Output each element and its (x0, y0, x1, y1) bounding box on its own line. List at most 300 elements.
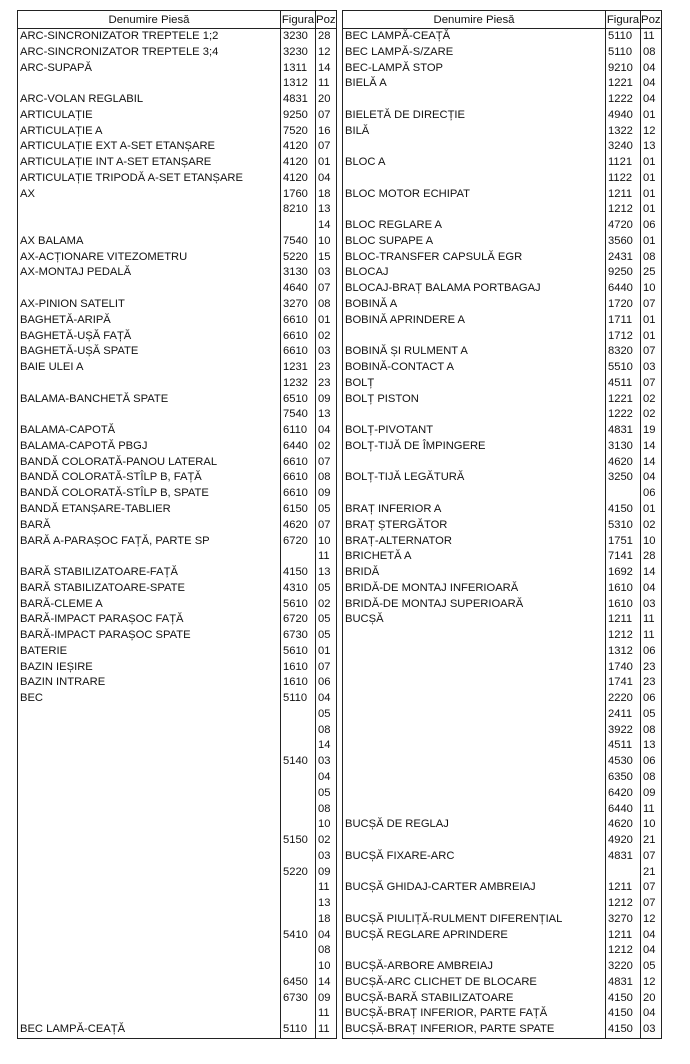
figura-number: 6720 (281, 534, 316, 550)
figura-number: 6510 (281, 392, 316, 408)
table-row (343, 470, 662, 486)
poz-number: 13 (316, 407, 337, 423)
part-name: BUCȘĂ PIULIȚĂ-RULMENT DIFERENȚIAL (343, 912, 606, 928)
figura-number: 6440 (606, 802, 641, 818)
part-name: BILĂ (343, 124, 606, 140)
table-row (343, 376, 662, 392)
table-row (18, 628, 337, 644)
poz-number: 02 (641, 392, 662, 408)
poz-number: 08 (316, 802, 337, 818)
part-name: BANDĂ COLORATĂ-PANOU LATERAL (18, 455, 281, 471)
part-name: BRAȚ-ALTERNATOR (343, 534, 606, 550)
part-name (18, 770, 281, 786)
poz-number: 05 (641, 959, 662, 975)
figura-number: 4620 (606, 817, 641, 833)
table-row (18, 360, 337, 376)
table-row (18, 45, 337, 61)
poz-number: 07 (316, 518, 337, 534)
poz-number: 08 (316, 723, 337, 739)
figura-number: 4120 (281, 139, 316, 155)
part-name (18, 407, 281, 423)
part-name: BUCȘĂ (343, 612, 606, 628)
table-row (343, 344, 662, 360)
table-row (18, 202, 337, 218)
table-row (18, 612, 337, 628)
poz-number: 12 (641, 124, 662, 140)
figura-number: 3130 (281, 265, 316, 281)
figura-number: 5110 (281, 1022, 316, 1038)
part-name: BLOC SUPAPE A (343, 234, 606, 250)
table-row (18, 92, 337, 108)
poz-number: 01 (316, 313, 337, 329)
poz-number: 06 (641, 644, 662, 660)
table-row (343, 265, 662, 281)
table-row (18, 802, 337, 818)
part-name (343, 786, 606, 802)
poz-number: 14 (316, 738, 337, 754)
figura-number: 5410 (281, 928, 316, 944)
part-name (343, 92, 606, 108)
part-name: BANDĂ COLORATĂ-STÎLP B, SPATE (18, 486, 281, 502)
poz-number: 01 (641, 313, 662, 329)
figura-number (281, 802, 316, 818)
poz-number: 11 (316, 1006, 337, 1022)
part-name: BUCȘĂ FIXARE-ARC (343, 849, 606, 865)
figura-number: 2411 (606, 707, 641, 723)
poz-number: 12 (641, 975, 662, 991)
figura-number: 1212 (606, 202, 641, 218)
poz-number: 08 (641, 770, 662, 786)
table-row (18, 991, 337, 1007)
table-row (343, 612, 662, 628)
part-name (343, 754, 606, 770)
figura-number (281, 959, 316, 975)
figura-number: 3220 (606, 959, 641, 975)
figura-number: 6610 (281, 470, 316, 486)
poz-number: 21 (641, 865, 662, 881)
figura-number: 4120 (281, 155, 316, 171)
poz-number: 01 (641, 171, 662, 187)
table-row (18, 392, 337, 408)
poz-number: 09 (316, 865, 337, 881)
figura-number: 4150 (606, 502, 641, 518)
figura-number: 5610 (281, 597, 316, 613)
table-row (343, 597, 662, 613)
part-name: BARĂ (18, 518, 281, 534)
table-row (18, 723, 337, 739)
table-row (18, 644, 337, 660)
table-row (343, 943, 662, 959)
table-row (18, 959, 337, 975)
table-row (343, 959, 662, 975)
table-row (343, 108, 662, 124)
part-name: BUCȘĂ DE REGLAJ (343, 817, 606, 833)
part-name (343, 171, 606, 187)
poz-number: 02 (316, 597, 337, 613)
table-row (18, 187, 337, 203)
part-name (343, 896, 606, 912)
poz-number: 23 (641, 675, 662, 691)
poz-number: 23 (316, 360, 337, 376)
table-row (18, 171, 337, 187)
part-name (18, 943, 281, 959)
poz-number: 14 (641, 439, 662, 455)
table-row (18, 234, 337, 250)
part-name: BUCȘĂ-ARC CLICHET DE BLOCARE (343, 975, 606, 991)
poz-number: 01 (316, 644, 337, 660)
part-name (18, 376, 281, 392)
part-name: BRIDĂ-DE MONTAJ INFERIOARĂ (343, 581, 606, 597)
poz-number: 05 (316, 581, 337, 597)
table-row (18, 486, 337, 502)
figura-number: 1211 (606, 928, 641, 944)
figura-number: 1222 (606, 92, 641, 108)
poz-number: 03 (641, 597, 662, 613)
part-name (18, 707, 281, 723)
poz-number: 10 (641, 534, 662, 550)
poz-number: 03 (316, 849, 337, 865)
table-row (18, 76, 337, 92)
part-name: AX-PINION SATELIT (18, 297, 281, 313)
header-poz: Poz (316, 11, 337, 29)
poz-number: 13 (641, 139, 662, 155)
header-name: Denumire Piesă (18, 11, 281, 29)
figura-number: 1221 (606, 392, 641, 408)
table-row (343, 218, 662, 234)
figura-number: 4831 (281, 92, 316, 108)
poz-number: 21 (641, 833, 662, 849)
poz-number: 03 (641, 360, 662, 376)
table-row (18, 549, 337, 565)
table-row (343, 407, 662, 423)
figura-number: 1311 (281, 61, 316, 77)
table-row (343, 1022, 662, 1038)
part-name: BEC-LAMPĂ STOP (343, 61, 606, 77)
figura-number (281, 912, 316, 928)
part-name: BOBINĂ-CONTACT A (343, 360, 606, 376)
part-name: BIELĂ A (343, 76, 606, 92)
part-name: BARĂ-IMPACT PARAȘOC SPATE (18, 628, 281, 644)
poz-number: 23 (316, 376, 337, 392)
table-row (18, 470, 337, 486)
poz-number: 02 (316, 329, 337, 345)
part-name: ARC-SINCRONIZATOR TREPTELE 1;2 (18, 29, 281, 45)
table-row (18, 691, 337, 707)
part-name: BOBINĂ APRINDERE A (343, 313, 606, 329)
figura-number: 5150 (281, 833, 316, 849)
part-name: BLOC A (343, 155, 606, 171)
part-name: BOLȚ-TIJĂ DE ÎMPINGERE (343, 439, 606, 455)
header-figura: Figura (281, 11, 316, 29)
table-row (343, 912, 662, 928)
part-name (343, 770, 606, 786)
part-name (18, 549, 281, 565)
part-name: BLOCAJ-BRAȚ BALAMA PORTBAGAJ (343, 281, 606, 297)
poz-number: 11 (641, 29, 662, 45)
figura-number: 6420 (606, 786, 641, 802)
part-name (343, 833, 606, 849)
table-row (343, 896, 662, 912)
figura-number: 4150 (281, 565, 316, 581)
poz-number: 04 (316, 691, 337, 707)
table-body-right (343, 29, 662, 1039)
part-name: BAZIN INTRARE (18, 675, 281, 691)
part-name: AX-MONTAJ PEDALĂ (18, 265, 281, 281)
part-name (343, 943, 606, 959)
part-name (18, 802, 281, 818)
table-row (18, 660, 337, 676)
poz-number: 07 (641, 849, 662, 865)
part-name (18, 959, 281, 975)
poz-number: 09 (316, 392, 337, 408)
figura-number: 1231 (281, 360, 316, 376)
table-row (18, 281, 337, 297)
part-name: ARC-VOLAN REGLABIL (18, 92, 281, 108)
part-name (18, 281, 281, 297)
poz-number: 04 (641, 92, 662, 108)
table-row (343, 486, 662, 502)
header-poz: Poz (641, 11, 662, 29)
figura-number: 3240 (606, 139, 641, 155)
table-row (343, 202, 662, 218)
figura-number: 1212 (606, 628, 641, 644)
figura-number: 1232 (281, 376, 316, 392)
poz-number: 05 (316, 707, 337, 723)
figura-number: 1692 (606, 565, 641, 581)
poz-number: 01 (641, 329, 662, 345)
figura-number: 5220 (281, 250, 316, 266)
table-row (18, 581, 337, 597)
figura-number: 3130 (606, 439, 641, 455)
figura-number: 4831 (606, 975, 641, 991)
figura-number: 1211 (606, 880, 641, 896)
poz-number: 10 (316, 234, 337, 250)
part-name (343, 486, 606, 502)
figura-number: 1610 (606, 597, 641, 613)
poz-number: 10 (316, 534, 337, 550)
table-row (18, 502, 337, 518)
figura-number: 4940 (606, 108, 641, 124)
part-name: BAGHETĂ-UȘĂ FAȚĂ (18, 329, 281, 345)
part-name: AX BALAMA (18, 234, 281, 250)
figura-number: 5110 (606, 45, 641, 61)
table-row (343, 975, 662, 991)
poz-number: 01 (316, 155, 337, 171)
table-row (18, 108, 337, 124)
poz-number: 07 (316, 455, 337, 471)
part-name (343, 738, 606, 754)
table-row (18, 865, 337, 881)
table-row (18, 329, 337, 345)
figura-number: 4831 (606, 849, 641, 865)
part-name (343, 723, 606, 739)
part-name: ARTICULAȚIE INT A-SET ETANȘARE (18, 155, 281, 171)
table-row (343, 439, 662, 455)
poz-number: 05 (316, 502, 337, 518)
part-name (343, 675, 606, 691)
part-name (18, 865, 281, 881)
table-row (18, 155, 337, 171)
part-name: BAZIN IEȘIRE (18, 660, 281, 676)
part-name: BRICHETĂ A (343, 549, 606, 565)
table-row (18, 754, 337, 770)
table-row (18, 250, 337, 266)
poz-number: 23 (641, 660, 662, 676)
figura-number: 6610 (281, 344, 316, 360)
figura-number: 4620 (606, 455, 641, 471)
table-row (343, 250, 662, 266)
table-row (18, 344, 337, 360)
table-row (18, 61, 337, 77)
table-row (18, 518, 337, 534)
figura-number: 4640 (281, 281, 316, 297)
part-name (18, 723, 281, 739)
poz-number: 05 (316, 628, 337, 644)
table-row (343, 991, 662, 1007)
poz-number: 11 (316, 880, 337, 896)
part-name: BATERIE (18, 644, 281, 660)
figura-number: 5110 (606, 29, 641, 45)
table-row (343, 817, 662, 833)
poz-number: 09 (641, 786, 662, 802)
poz-number: 04 (316, 171, 337, 187)
figura-number: 3230 (281, 29, 316, 45)
figura-number: 6610 (281, 313, 316, 329)
table-row (343, 155, 662, 171)
table-row (18, 738, 337, 754)
figura-number: 8210 (281, 202, 316, 218)
table-row (343, 187, 662, 203)
table-row (343, 423, 662, 439)
figura-number: 6450 (281, 975, 316, 991)
table-row (343, 928, 662, 944)
part-name: BIELETĂ DE DIRECȚIE (343, 108, 606, 124)
poz-number: 14 (316, 218, 337, 234)
part-name: ARTICULAȚIE A (18, 124, 281, 140)
figura-number: 4310 (281, 581, 316, 597)
table-row (343, 880, 662, 896)
figura-number: 5220 (281, 865, 316, 881)
table-row (18, 833, 337, 849)
poz-number: 13 (316, 565, 337, 581)
table-row (18, 218, 337, 234)
figura-number: 1751 (606, 534, 641, 550)
poz-number: 10 (641, 281, 662, 297)
figura-number: 7540 (281, 407, 316, 423)
part-name (343, 707, 606, 723)
table-row (343, 518, 662, 534)
poz-number: 06 (316, 675, 337, 691)
table-row (343, 171, 662, 187)
figura-number: 3922 (606, 723, 641, 739)
poz-number: 06 (641, 754, 662, 770)
figura-number (281, 896, 316, 912)
part-name: BAGHETĂ-UȘĂ SPATE (18, 344, 281, 360)
poz-number: 16 (316, 124, 337, 140)
figura-number: 1610 (606, 581, 641, 597)
figura-number: 5110 (281, 691, 316, 707)
poz-number: 07 (316, 108, 337, 124)
table-row (343, 723, 662, 739)
poz-number: 04 (316, 770, 337, 786)
figura-number (281, 786, 316, 802)
table-row (18, 534, 337, 550)
part-name (18, 76, 281, 92)
poz-number: 05 (316, 612, 337, 628)
part-name: BARĂ-IMPACT PARAȘOC FAȚĂ (18, 612, 281, 628)
table-row (343, 392, 662, 408)
part-name: BLOC-TRANSFER CAPSULĂ EGR (343, 250, 606, 266)
figura-number: 3560 (606, 234, 641, 250)
part-name (343, 407, 606, 423)
poz-number: 01 (641, 234, 662, 250)
table-row (343, 565, 662, 581)
figura-number: 6350 (606, 770, 641, 786)
poz-number: 12 (641, 912, 662, 928)
table-row (18, 928, 337, 944)
poz-number: 07 (316, 139, 337, 155)
figura-number: 2431 (606, 250, 641, 266)
part-name: BLOC MOTOR ECHIPAT (343, 187, 606, 203)
figura-number: 1610 (281, 675, 316, 691)
poz-number: 06 (641, 691, 662, 707)
figura-number: 9250 (281, 108, 316, 124)
poz-number: 13 (641, 738, 662, 754)
poz-number: 08 (316, 470, 337, 486)
figura-number: 5310 (606, 518, 641, 534)
part-name: BARĂ STABILIZATOARE-SPATE (18, 581, 281, 597)
figura-number: 4720 (606, 218, 641, 234)
part-name: BUCȘĂ REGLARE APRINDERE (343, 928, 606, 944)
part-name (343, 865, 606, 881)
table-row (343, 849, 662, 865)
part-name (18, 738, 281, 754)
table-row (343, 76, 662, 92)
part-name: ARTICULAȚIE (18, 108, 281, 124)
figura-number (281, 218, 316, 234)
table-row (343, 1006, 662, 1022)
table-row (18, 912, 337, 928)
table-row (18, 896, 337, 912)
table-row (18, 975, 337, 991)
figura-number: 5510 (606, 360, 641, 376)
figura-number: 4150 (606, 1006, 641, 1022)
part-name: ARTICULAȚIE EXT A-SET ETANȘARE (18, 139, 281, 155)
parts-table-left (17, 10, 337, 1039)
part-name: BUCȘĂ-BRAȚ INFERIOR, PARTE FAȚĂ (343, 1006, 606, 1022)
poz-number: 03 (316, 265, 337, 281)
table-row (343, 865, 662, 881)
table-row (343, 644, 662, 660)
poz-number: 11 (316, 76, 337, 92)
part-name: BEC LAMPĂ-S/ZARE (343, 45, 606, 61)
header-figura: Figura (606, 11, 641, 29)
poz-number: 11 (641, 628, 662, 644)
figura-number: 6440 (281, 439, 316, 455)
table-row (343, 502, 662, 518)
poz-number: 02 (641, 407, 662, 423)
figura-number: 6150 (281, 502, 316, 518)
part-name (343, 660, 606, 676)
figura-number: 1122 (606, 171, 641, 187)
table-row (18, 265, 337, 281)
header-name: Denumire Piesă (343, 11, 606, 29)
figura-number: 6610 (281, 486, 316, 502)
part-name: BUCȘĂ-BARĂ STABILIZATOARE (343, 991, 606, 1007)
figura-number (281, 880, 316, 896)
poz-number: 04 (641, 76, 662, 92)
part-name: BALAMA-CAPOTĂ PBGJ (18, 439, 281, 455)
